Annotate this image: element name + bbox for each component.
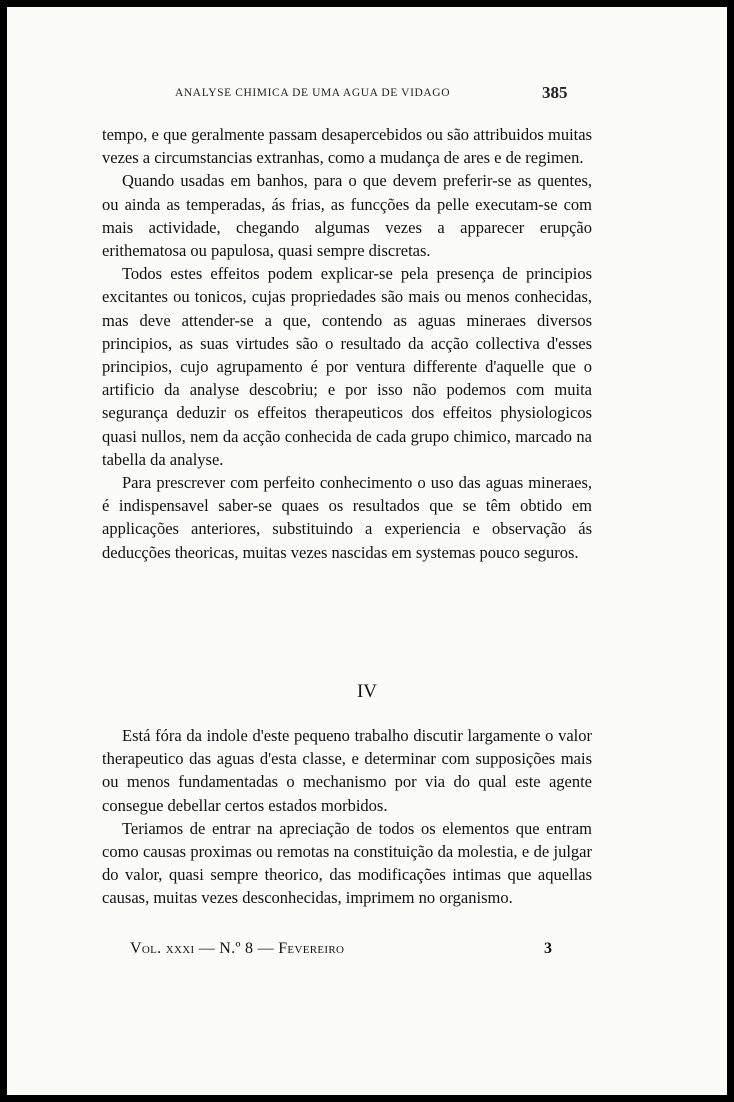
- paragraph: Para prescrever com perfeito conhecimento o uso das aguas mineraes, é indispensavel saber-se quaes os resultados que se têm obtido em applicações anteriores, substituindo a experiencia e observação ás deducções theoricas, muitas vezes nascidas em systemas pouco seguros.: [102, 473, 592, 562]
- paragraph: Teriamos de entrar na apreciação de todos os elementos que entram como causas proximas ou remotas na constituição da molestia, e de julgar do valor, quasi sempre theorico, das modificações intimas que aquellas causas, muitas vezes desconhecidas, imprimem no organismo.: [102, 818, 592, 908]
- footer-volume: [130, 940, 344, 958]
- paragraph: Todos estes effeitos podem explicar-se pela presença de principios excitantes ou tonicos, cujas propriedades são mais ou menos conhecidas, mas deve attender-se a que, contendo as aguas mineraes diversos principios, as suas virtudes são o resultado da acção collectiva d'esses principios, cujo agrupamento é por ventura differente d'aquelle que o artificio da analyse descobriu; e por isso não podemos com muita segurança deduzir os effeitos therapeuticos dos effeitos physiologicos quasi nullos, nem da acção conhecida de cada grupo chimico, marcado na tabella da analyse.: [102, 264, 592, 469]
- body-text-lower: [102, 724, 592, 910]
- section-heading: IV: [356, 681, 378, 702]
- footer-volume-text: Vol. xxxi — N.º 8 — Fevereiro: [130, 940, 345, 957]
- paragraph: tempo, e que geralmente passam desapercebidos ou são attribuidos muitas vezes a circumstancias extranhas, como a mudança de ares e de regimen.: [102, 125, 592, 168]
- paragraph: Quando usadas em banhos, para o que devem preferir-se as quentes, ou ainda as temperadas, ás frias, as funcções da pelle executam-se com mais actividade, chegando algumas vezes a apparecer erupção erithematosa ou papulosa, quasi sempre discretas.: [102, 171, 592, 261]
- footer-signature: 3: [544, 940, 552, 957]
- body-text-upper: [102, 123, 592, 564]
- paragraph: Está fóra da indole d'este pequeno trabalho discutir largamente o valor therapeutico das aguas d'esta classe, e determinar com supposições mais ou menos fundamentadas o mechanismo por via do qual este agente consegue debellar certos estados morbidos.: [102, 726, 592, 815]
- book-page: [7, 7, 727, 1095]
- page-number: 385: [542, 83, 568, 102]
- running-head: ANALYSE CHIMICA DE UMA AGUA DE VIDAGO: [175, 87, 451, 99]
